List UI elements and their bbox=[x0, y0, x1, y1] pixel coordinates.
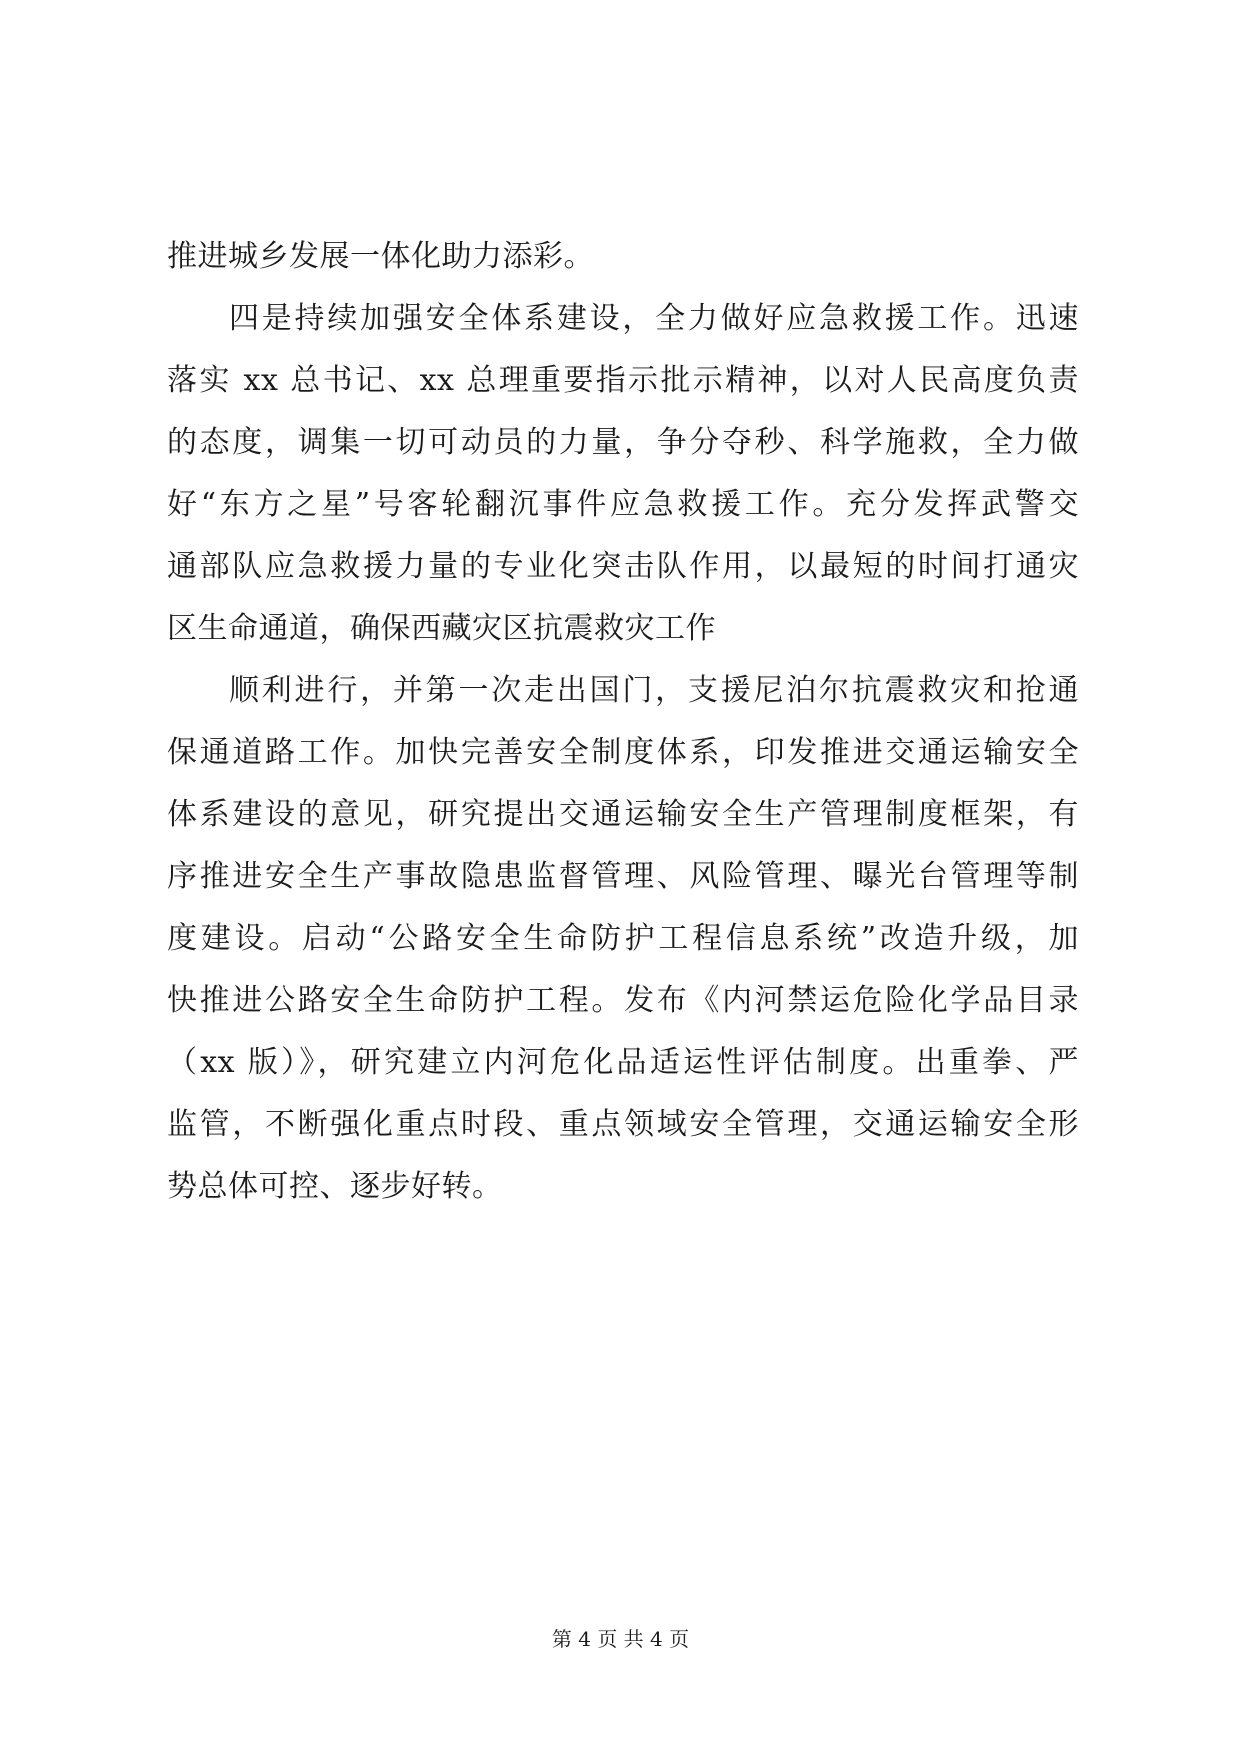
text-line: 势总体可控、逐步好转。 bbox=[167, 1169, 503, 1204]
text-line: 监管，不断强化重点时段、重点领域安全管理，交通运输安全形 bbox=[167, 1107, 1079, 1142]
text-line: 序推进安全生产事故隐患监督管理、风险管理、曝光台管理等制 bbox=[167, 859, 1079, 894]
text-line: （xx 版）》，研究建立内河危化品适运性评估制度。出重拳、严 bbox=[167, 1045, 1079, 1080]
text-line: 四是持续加强安全体系建设，全力做好应急救援工作。迅速 bbox=[229, 301, 1079, 336]
text-line: 区生命通道，确保西藏灾区抗震救灾工作 bbox=[167, 611, 716, 646]
text-line: 的态度，调集一切可动员的力量，争分夺秒、科学施救，全力做 bbox=[167, 425, 1079, 460]
text-line: 顺利进行，并第一次走出国门，支援尼泊尔抗震救灾和抢通 bbox=[229, 673, 1079, 708]
document-body bbox=[167, 226, 1079, 1218]
text-line: 度建设。启动“公路安全生命防护工程信息系统”改造升级，加 bbox=[167, 921, 1079, 956]
text-line: 保通道路工作。加快完善安全制度体系，印发推进交通运输安全 bbox=[167, 735, 1079, 770]
text-line: 落实 xx 总书记、xx 总理重要指示批示精神，以对人民高度负责 bbox=[167, 363, 1079, 398]
text-line: 好“东方之星”号客轮翻沉事件应急救援工作。充分发挥武警交 bbox=[167, 487, 1079, 522]
text-line: 推进城乡发展一体化助力添彩。 bbox=[167, 239, 594, 274]
page-number-footer: 第 4 页 共 4 页 bbox=[551, 1627, 690, 1651]
text-line: 体系建设的意见，研究提出交通运输安全生产管理制度框架，有 bbox=[167, 797, 1079, 832]
text-line: 通部队应急救援力量的专业化突击队作用，以最短的时间打通灾 bbox=[167, 549, 1079, 584]
text-line: 快推进公路安全生命防护工程。发布《内河禁运危险化学品目录 bbox=[167, 983, 1079, 1018]
